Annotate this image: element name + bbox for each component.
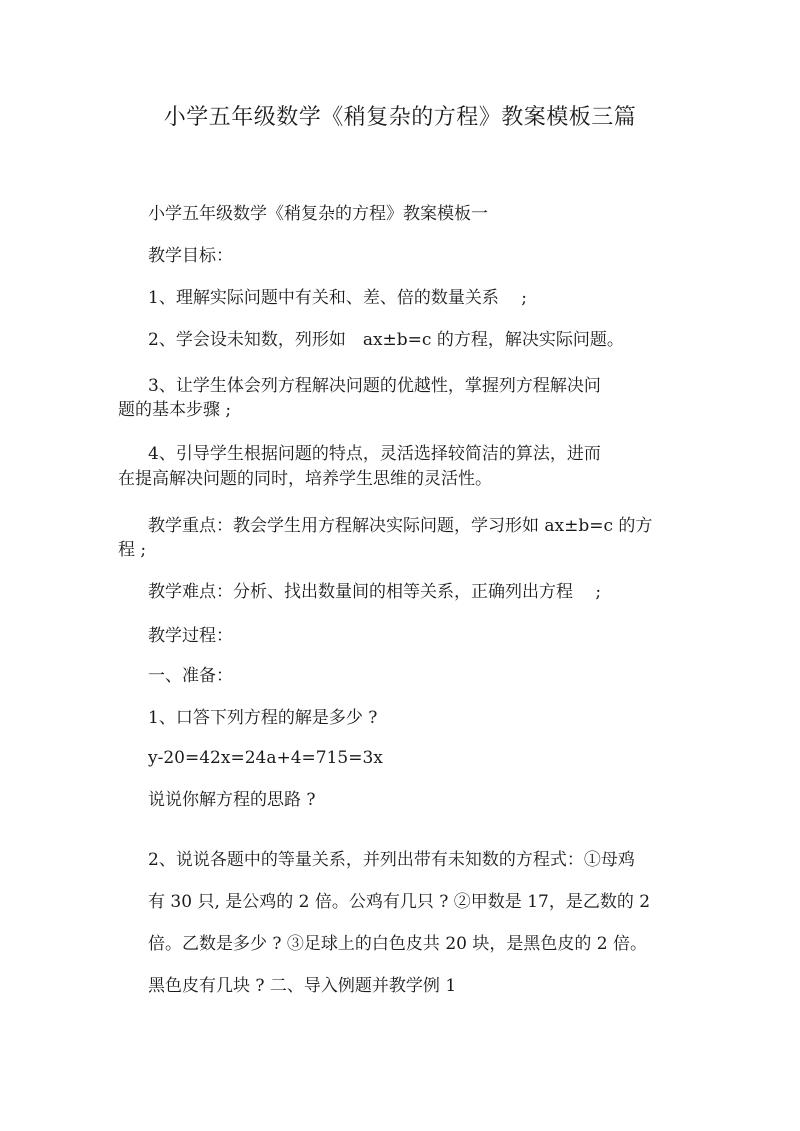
preparation-label: 一、准备： [148,666,233,686]
question-2-line-2: 有 30 只, 是公鸡的 2 倍。公鸡有几只 ? ②甲数是 17，是乙数的 2 [148,892,651,912]
document-title: 小学五年级数学《稍复杂的方程》教案模板三篇 [163,105,637,130]
think-prompt: 说说你解方程的思路 ? [148,790,316,810]
difficulty: 教学难点：分析、找出数量间的相等关系，正确列出方程 ; [148,582,602,602]
question-2-line-3: 倍。乙数是多少 ? ③足球上的白色皮共 20 块，是黑色皮的 2 倍。 [148,934,647,954]
section-heading: 小学五年级数学《稍复杂的方程》教案模板一 [148,204,488,224]
equations: y-20=42x=24a+4=715=3x [148,748,383,768]
objective-4-line-2: 在提高解决问题的同时，培养学生思维的灵活性。 [118,469,492,489]
key-point-line-2: 程 ; [118,540,147,560]
process-label: 教学过程： [148,626,233,646]
question-1: 1、口答下列方程的解是多少 ? [148,708,378,728]
objective-4-line-1: 4、引导学生根据问题的特点，灵活选择较简洁的算法，进而 [148,444,601,464]
objective-3-line-1: 3、让学生体会列方程解决问题的优越性，掌握列方程解决问 [148,376,601,396]
objectives-label: 教学目标： [148,246,233,266]
objective-3-line-2: 题的基本步骤 ; [118,400,232,420]
question-2-line-1: 2、说说各题中的等量关系，并列出带有未知数的方程式：①母鸡 [148,850,635,870]
key-point-line-1: 教学重点：教会学生用方程解决实际问题，学习形如 ax±b=c 的方 [148,516,653,536]
objective-1: 1、理解实际问题中有关和、差、倍的数量关系 ; [148,288,527,308]
question-2-line-4: 黑色皮有几块 ? 二、导入例题并教学例 1 [148,976,457,996]
objective-2: 2、学会设未知数，列形如 ax±b=c 的方程，解决实际问题。 [148,330,624,350]
